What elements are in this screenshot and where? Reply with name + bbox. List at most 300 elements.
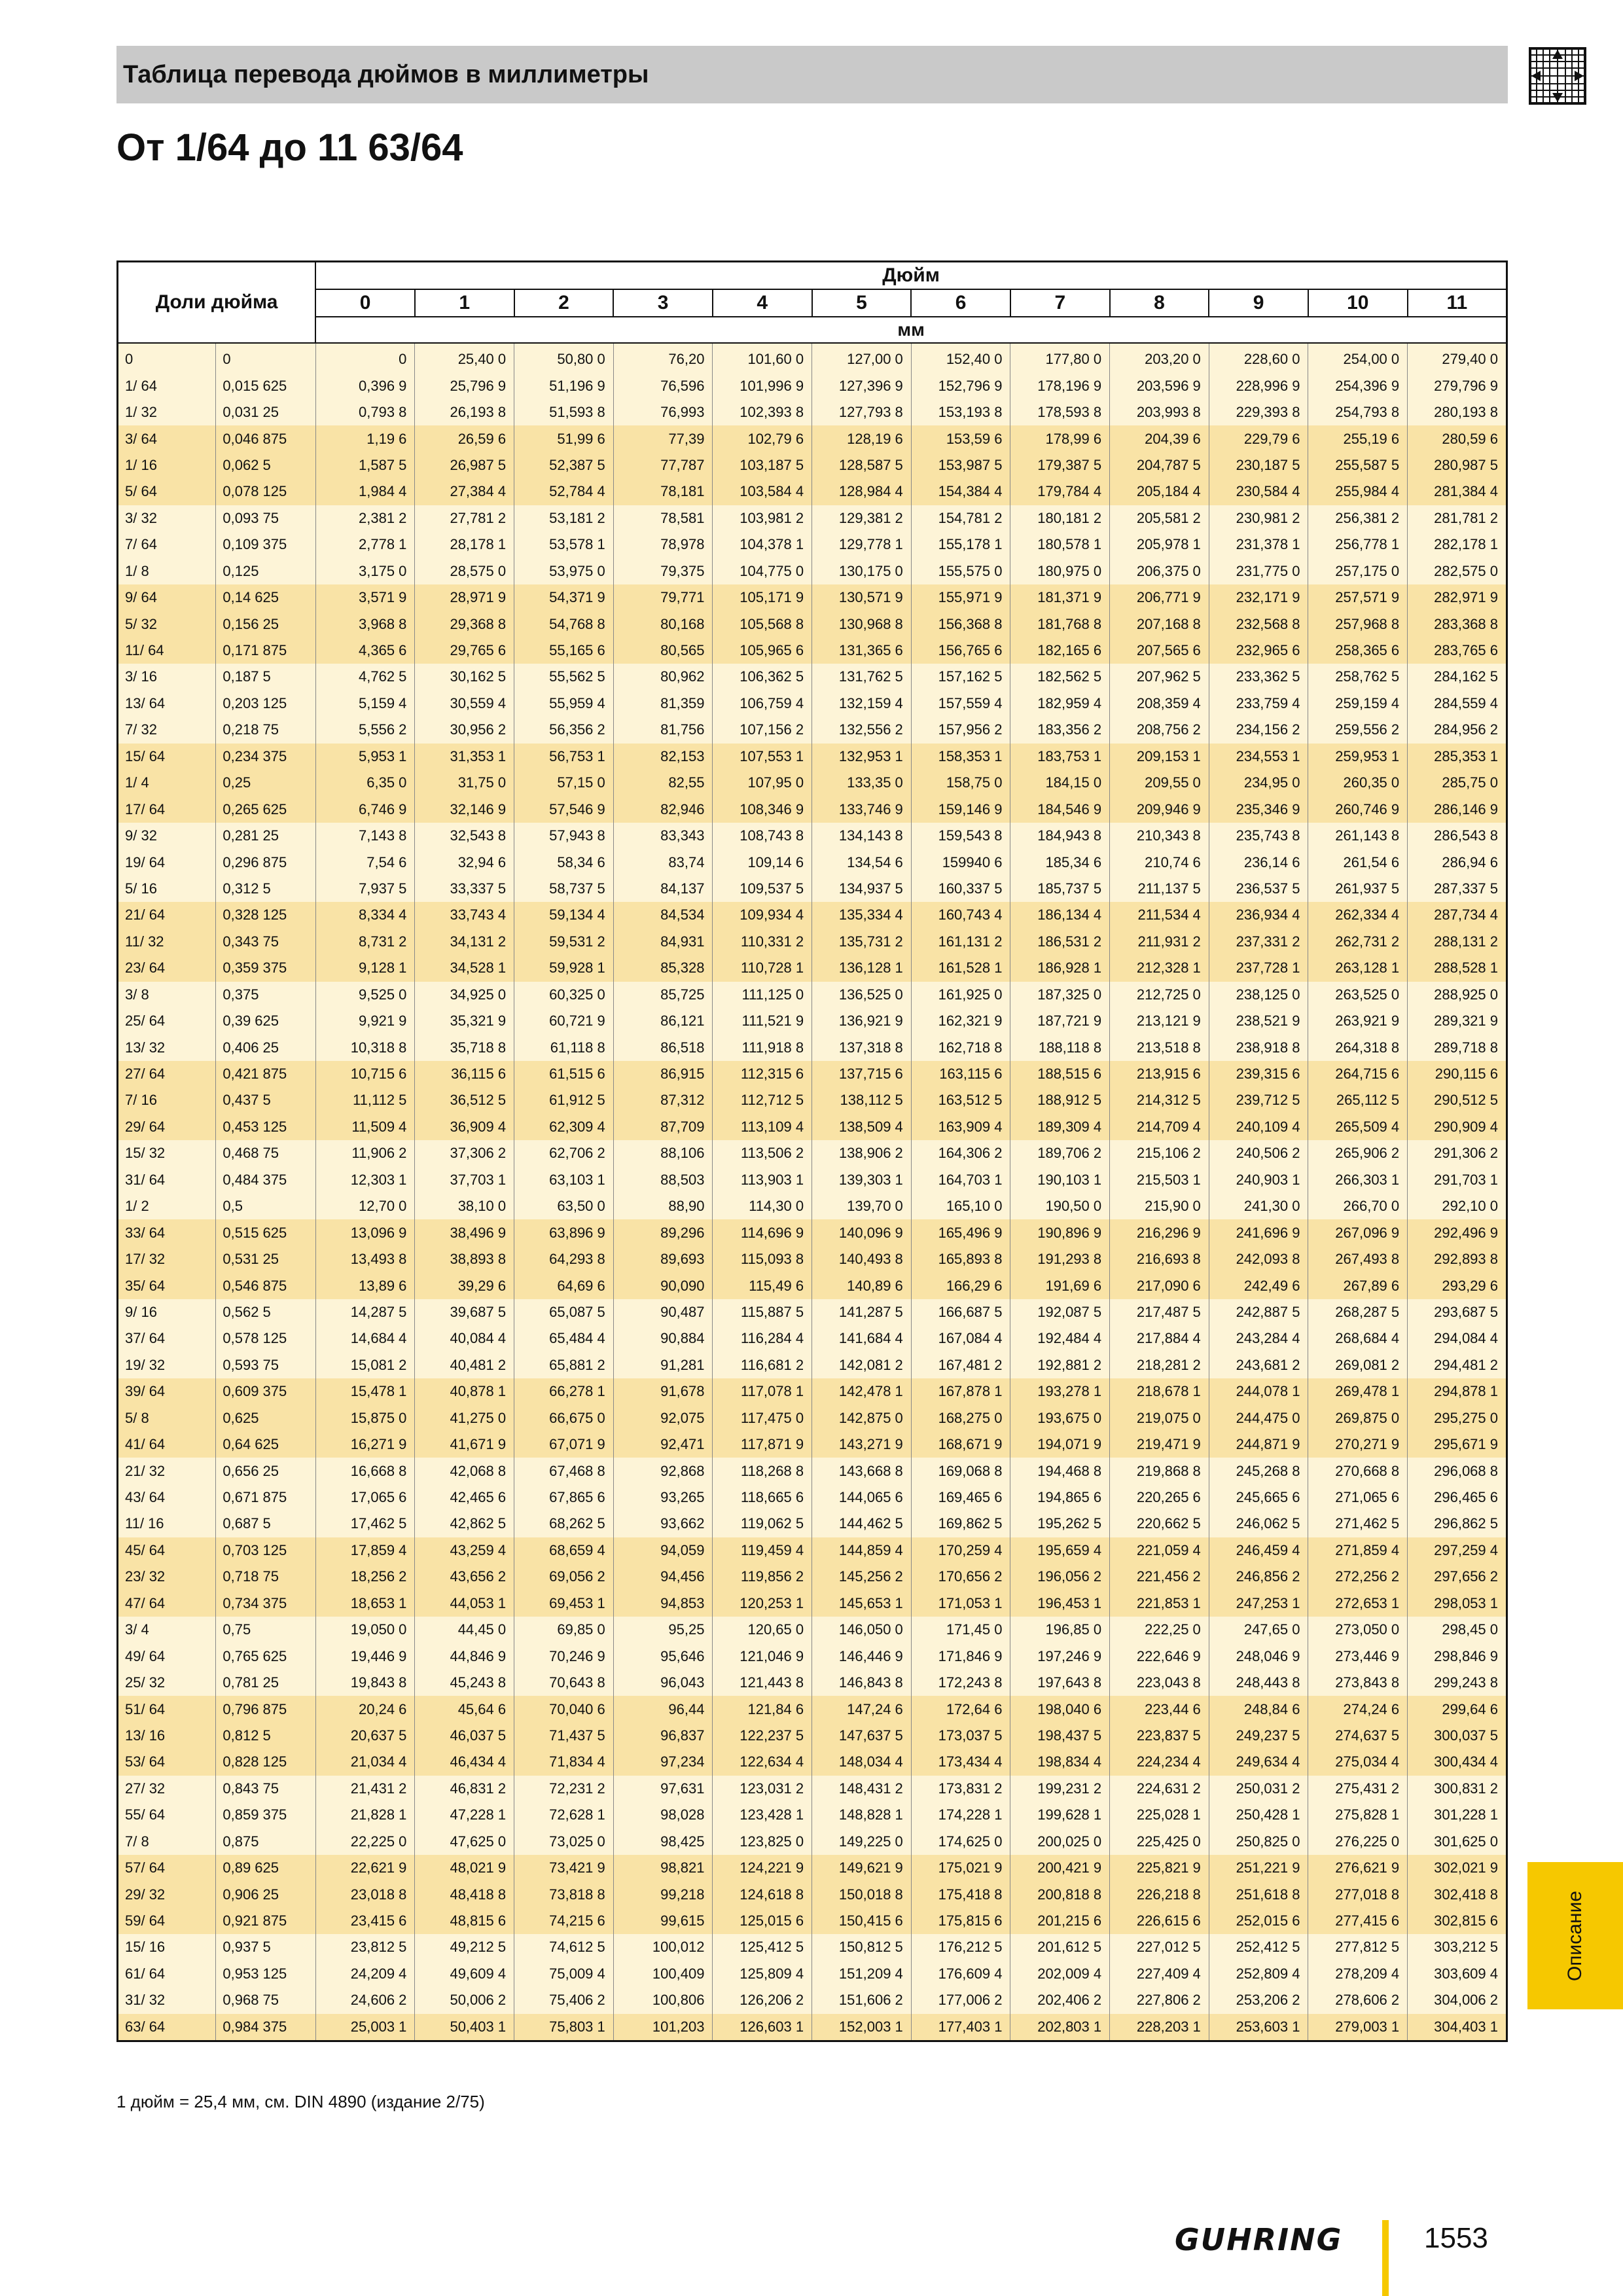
mm-cell: 222,25 0 — [1110, 1617, 1209, 1643]
table-row — [118, 1908, 1507, 1934]
fraction-cell: 1/ 2 — [118, 1193, 216, 1219]
mm-cell: 67,468 8 — [514, 1458, 614, 1484]
table-row — [118, 1325, 1507, 1352]
mm-cell: 232,965 6 — [1209, 637, 1308, 664]
mm-cell: 56,753 1 — [514, 744, 614, 770]
fraction-cell: 43/ 64 — [118, 1484, 216, 1511]
fraction-cell: 29/ 32 — [118, 1881, 216, 1907]
mm-cell: 16,271 9 — [315, 1431, 415, 1458]
mm-cell: 235,346 9 — [1209, 796, 1308, 822]
mm-cell: 230,187 5 — [1209, 452, 1308, 478]
mm-cell: 230,981 2 — [1209, 505, 1308, 531]
mm-cell: 58,34 6 — [514, 849, 614, 875]
mm-cell: 107,553 1 — [713, 744, 812, 770]
decimal-cell: 0,343 75 — [216, 929, 315, 955]
fraction-cell: 19/ 32 — [118, 1352, 216, 1378]
mm-cell: 38,10 0 — [415, 1193, 514, 1219]
mm-cell: 162,718 8 — [911, 1034, 1010, 1060]
mm-cell: 266,70 0 — [1308, 1193, 1408, 1219]
mm-cell: 233,759 4 — [1209, 691, 1308, 717]
mm-cell: 195,659 4 — [1010, 1537, 1110, 1564]
mm-cell: 76,993 — [613, 399, 713, 425]
decimal-cell: 0,765 625 — [216, 1643, 315, 1669]
mm-cell: 133,35 0 — [812, 770, 912, 796]
table-row — [118, 876, 1507, 902]
decimal-cell: 0,281 25 — [216, 823, 315, 849]
mm-cell: 217,884 4 — [1110, 1325, 1209, 1352]
mm-cell: 274,637 5 — [1308, 1723, 1408, 1749]
mm-cell: 74,215 6 — [514, 1908, 614, 1934]
mm-cell: 302,418 8 — [1408, 1881, 1507, 1907]
mm-cell: 44,45 0 — [415, 1617, 514, 1643]
mm-cell: 114,30 0 — [713, 1193, 812, 1219]
table-row — [118, 1193, 1507, 1219]
mm-cell: 249,634 4 — [1209, 1749, 1308, 1775]
mm-cell: 73,421 9 — [514, 1855, 614, 1881]
mm-cell: 56,356 2 — [514, 717, 614, 743]
mm-cell: 168,275 0 — [911, 1405, 1010, 1431]
mm-cell: 60,721 9 — [514, 1008, 614, 1034]
mm-cell: 38,496 9 — [415, 1219, 514, 1246]
mm-cell: 73,818 8 — [514, 1881, 614, 1907]
mm-cell: 140,493 8 — [812, 1246, 912, 1272]
mm-cell: 5,159 4 — [315, 691, 415, 717]
mm-cell: 248,443 8 — [1209, 1670, 1308, 1696]
mm-cell: 288,925 0 — [1408, 982, 1507, 1008]
mm-cell: 144,065 6 — [812, 1484, 912, 1511]
decimal-cell: 0,125 — [216, 558, 315, 584]
mm-cell: 173,037 5 — [911, 1723, 1010, 1749]
mm-cell: 279,40 0 — [1408, 343, 1507, 372]
mm-cell: 30,956 2 — [415, 717, 514, 743]
mm-cell: 301,228 1 — [1408, 1802, 1507, 1828]
mm-cell: 21,034 4 — [315, 1749, 415, 1775]
mm-cell: 135,731 2 — [812, 929, 912, 955]
mm-cell: 81,756 — [613, 717, 713, 743]
mm-cell: 134,143 8 — [812, 823, 912, 849]
mm-cell: 297,656 2 — [1408, 1564, 1507, 1590]
mm-cell: 119,062 5 — [713, 1511, 812, 1537]
table-row — [118, 1537, 1507, 1564]
mm-cell: 243,284 4 — [1209, 1325, 1308, 1352]
mm-cell: 245,665 6 — [1209, 1484, 1308, 1511]
mm-cell: 54,768 8 — [514, 611, 614, 637]
table-row — [118, 1590, 1507, 1617]
side-tab-description[interactable] — [1527, 1862, 1623, 2009]
mm-cell: 236,934 4 — [1209, 902, 1308, 928]
mm-cell: 265,112 5 — [1308, 1087, 1408, 1113]
mm-cell: 75,406 2 — [514, 1987, 614, 2013]
fraction-cell: 49/ 64 — [118, 1643, 216, 1669]
header-bar — [116, 46, 1508, 103]
fraction-cell: 3/ 64 — [118, 425, 216, 452]
mm-cell: 131,365 6 — [812, 637, 912, 664]
decimal-cell: 0,375 — [216, 982, 315, 1008]
mm-cell: 226,218 8 — [1110, 1881, 1209, 1907]
mm-cell: 55,959 4 — [514, 691, 614, 717]
mm-cell: 232,171 9 — [1209, 584, 1308, 611]
mm-cell: 121,84 6 — [713, 1696, 812, 1722]
mm-cell: 202,803 1 — [1010, 2014, 1110, 2041]
table-row — [118, 929, 1507, 955]
mm-cell: 189,706 2 — [1010, 1140, 1110, 1166]
mm-cell: 164,306 2 — [911, 1140, 1010, 1166]
mm-cell: 228,60 0 — [1209, 343, 1308, 372]
mm-cell: 54,371 9 — [514, 584, 614, 611]
mm-cell: 146,843 8 — [812, 1670, 912, 1696]
table-row — [118, 744, 1507, 770]
mm-cell: 38,893 8 — [415, 1246, 514, 1272]
mm-cell: 246,856 2 — [1209, 1564, 1308, 1590]
mm-cell: 233,362 5 — [1209, 664, 1308, 690]
mm-cell: 229,393 8 — [1209, 399, 1308, 425]
mm-cell: 270,271 9 — [1308, 1431, 1408, 1458]
fraction-cell: 1/ 8 — [118, 558, 216, 584]
mm-cell: 101,203 — [613, 2014, 713, 2041]
mm-cell: 255,984 4 — [1308, 478, 1408, 505]
mm-cell: 133,746 9 — [812, 796, 912, 822]
table-row — [118, 1776, 1507, 1802]
mm-cell: 128,984 4 — [812, 478, 912, 505]
mm-cell: 69,056 2 — [514, 1564, 614, 1590]
table-row — [118, 425, 1507, 452]
mm-cell: 34,131 2 — [415, 929, 514, 955]
mm-cell: 47,625 0 — [415, 1829, 514, 1855]
mm-cell: 293,687 5 — [1408, 1299, 1507, 1325]
mm-cell: 101,996 9 — [713, 372, 812, 399]
mm-cell: 200,818 8 — [1010, 1881, 1110, 1907]
fraction-cell: 5/ 8 — [118, 1405, 216, 1431]
mm-cell: 13,89 6 — [315, 1272, 415, 1299]
mm-cell: 271,859 4 — [1308, 1537, 1408, 1564]
mm-cell: 118,268 8 — [713, 1458, 812, 1484]
mm-cell: 62,309 4 — [514, 1114, 614, 1140]
mm-cell: 191,69 6 — [1010, 1272, 1110, 1299]
table-body — [118, 343, 1507, 2041]
mm-cell: 255,19 6 — [1308, 425, 1408, 452]
table-row — [118, 770, 1507, 796]
mm-cell: 257,968 8 — [1308, 611, 1408, 637]
conversion-table-wrapper — [116, 260, 1508, 2042]
mm-cell: 52,387 5 — [514, 452, 614, 478]
decimal-cell: 0,671 875 — [216, 1484, 315, 1511]
mm-cell: 250,031 2 — [1209, 1776, 1308, 1802]
mm-cell: 111,125 0 — [713, 982, 812, 1008]
logo-text: GUHRING — [1175, 2222, 1343, 2257]
mm-cell: 275,431 2 — [1308, 1776, 1408, 1802]
fraction-cell: 51/ 64 — [118, 1696, 216, 1722]
fraction-cell: 37/ 64 — [118, 1325, 216, 1352]
mm-cell: 52,784 4 — [514, 478, 614, 505]
mm-cell: 284,559 4 — [1408, 691, 1507, 717]
mm-cell: 193,675 0 — [1010, 1405, 1110, 1431]
mm-cell: 120,253 1 — [713, 1590, 812, 1617]
mm-cell: 23,812 5 — [315, 1934, 415, 1960]
decimal-cell: 0,734 375 — [216, 1590, 315, 1617]
mm-cell: 86,121 — [613, 1008, 713, 1034]
mm-cell: 253,603 1 — [1209, 2014, 1308, 2041]
mm-cell: 50,403 1 — [415, 2014, 514, 2041]
mm-cell: 227,012 5 — [1110, 1934, 1209, 1960]
mm-cell: 121,443 8 — [713, 1670, 812, 1696]
mm-cell: 31,353 1 — [415, 744, 514, 770]
mm-cell: 92,868 — [613, 1458, 713, 1484]
mm-cell: 153,193 8 — [911, 399, 1010, 425]
mm-cell: 299,243 8 — [1408, 1670, 1507, 1696]
mm-cell: 27,781 2 — [415, 505, 514, 531]
fraction-cell: 3/ 32 — [118, 505, 216, 531]
mm-cell: 190,103 1 — [1010, 1167, 1110, 1193]
mm-cell: 198,437 5 — [1010, 1723, 1110, 1749]
mm-cell: 138,112 5 — [812, 1087, 912, 1113]
table-row — [118, 1458, 1507, 1484]
mm-cell: 105,171 9 — [713, 584, 812, 611]
mm-cell: 62,706 2 — [514, 1140, 614, 1166]
mm-cell: 80,565 — [613, 637, 713, 664]
fraction-cell: 7/ 8 — [118, 1829, 216, 1855]
mm-cell: 45,64 6 — [415, 1696, 514, 1722]
mm-cell: 74,612 5 — [514, 1934, 614, 1960]
mm-cell: 132,556 2 — [812, 717, 912, 743]
inch-column-header: 3 — [613, 289, 713, 317]
mm-cell: 36,512 5 — [415, 1087, 514, 1113]
mm-cell: 152,796 9 — [911, 372, 1010, 399]
mm-cell: 262,731 2 — [1308, 929, 1408, 955]
inch-header: Дюйм — [315, 262, 1507, 290]
mm-cell: 145,256 2 — [812, 1564, 912, 1590]
mm-cell: 158,353 1 — [911, 744, 1010, 770]
mm-cell: 117,078 1 — [713, 1378, 812, 1405]
mm-cell: 281,781 2 — [1408, 505, 1507, 531]
mm-cell: 157,559 4 — [911, 691, 1010, 717]
mm-cell: 300,037 5 — [1408, 1723, 1507, 1749]
mm-cell: 260,746 9 — [1308, 796, 1408, 822]
mm-cell: 280,59 6 — [1408, 425, 1507, 452]
mm-cell: 292,893 8 — [1408, 1246, 1507, 1272]
mm-cell: 232,568 8 — [1209, 611, 1308, 637]
mm-cell: 59,928 1 — [514, 955, 614, 981]
table-row — [118, 717, 1507, 743]
mm-cell: 111,918 8 — [713, 1034, 812, 1060]
mm-cell: 22,225 0 — [315, 1829, 415, 1855]
mm-cell: 242,093 8 — [1209, 1246, 1308, 1272]
fraction-cell: 45/ 64 — [118, 1537, 216, 1564]
fraction-cell: 13/ 64 — [118, 691, 216, 717]
mm-cell: 150,415 6 — [812, 1908, 912, 1934]
mm-cell: 90,487 — [613, 1299, 713, 1325]
conversion-table — [116, 260, 1508, 2042]
mm-cell: 184,943 8 — [1010, 823, 1110, 849]
mm-cell: 64,69 6 — [514, 1272, 614, 1299]
mm-cell: 19,843 8 — [315, 1670, 415, 1696]
mm-cell: 171,45 0 — [911, 1617, 1010, 1643]
fraction-cell: 21/ 32 — [118, 1458, 216, 1484]
mm-cell: 241,696 9 — [1209, 1219, 1308, 1246]
mm-cell: 136,921 9 — [812, 1008, 912, 1034]
mm-cell: 185,737 5 — [1010, 876, 1110, 902]
mm-cell: 234,553 1 — [1209, 744, 1308, 770]
mm-cell: 95,25 — [613, 1617, 713, 1643]
mm-cell: 301,625 0 — [1408, 1829, 1507, 1855]
mm-cell: 296,862 5 — [1408, 1511, 1507, 1537]
fraction-cell: 29/ 64 — [118, 1114, 216, 1140]
mm-cell: 105,965 6 — [713, 637, 812, 664]
mm-cell: 200,025 0 — [1010, 1829, 1110, 1855]
decimal-cell: 0,203 125 — [216, 691, 315, 717]
mm-cell: 39,29 6 — [415, 1272, 514, 1299]
table-row — [118, 1670, 1507, 1696]
mm-cell: 60,325 0 — [514, 982, 614, 1008]
mm-cell: 14,684 4 — [315, 1325, 415, 1352]
mm-cell: 70,040 6 — [514, 1696, 614, 1722]
mm-cell: 206,771 9 — [1110, 584, 1209, 611]
mm-cell: 197,643 8 — [1010, 1670, 1110, 1696]
mm-cell: 160,337 5 — [911, 876, 1010, 902]
fraction-cell: 15/ 16 — [118, 1934, 216, 1960]
mm-cell: 18,256 2 — [315, 1564, 415, 1590]
mm-cell: 199,628 1 — [1010, 1802, 1110, 1828]
mm-cell: 179,387 5 — [1010, 452, 1110, 478]
mm-cell: 251,618 8 — [1209, 1881, 1308, 1907]
mm-cell: 197,246 9 — [1010, 1643, 1110, 1669]
mm-cell: 203,596 9 — [1110, 372, 1209, 399]
mm-cell: 75,803 1 — [514, 2014, 614, 2041]
mm-cell: 237,331 2 — [1209, 929, 1308, 955]
decimal-cell: 0,859 375 — [216, 1802, 315, 1828]
table-row — [118, 1617, 1507, 1643]
mm-cell: 113,109 4 — [713, 1114, 812, 1140]
mm-cell: 8,731 2 — [315, 929, 415, 955]
footnote: 1 дюйм = 25,4 мм, см. DIN 4890 (издание 2/75) — [116, 2092, 485, 2111]
mm-cell: 102,393 8 — [713, 399, 812, 425]
decimal-cell: 0,64 625 — [216, 1431, 315, 1458]
mm-cell: 165,893 8 — [911, 1246, 1010, 1272]
mm-cell: 24,606 2 — [315, 1987, 415, 2013]
fraction-cell: 35/ 64 — [118, 1272, 216, 1299]
mm-cell: 32,543 8 — [415, 823, 514, 849]
mm-cell: 4,762 5 — [315, 664, 415, 690]
mm-cell: 9,128 1 — [315, 955, 415, 981]
fraction-cell: 3/ 8 — [118, 982, 216, 1008]
mm-cell: 246,459 4 — [1209, 1537, 1308, 1564]
mm-cell: 29,765 6 — [415, 637, 514, 664]
mm-cell: 211,137 5 — [1110, 876, 1209, 902]
mm-cell: 176,212 5 — [911, 1934, 1010, 1960]
mm-cell: 136,128 1 — [812, 955, 912, 981]
mm-cell: 91,281 — [613, 1352, 713, 1378]
mm-cell: 234,156 2 — [1209, 717, 1308, 743]
mm-cell: 287,734 4 — [1408, 902, 1507, 928]
mm-cell: 221,456 2 — [1110, 1564, 1209, 1590]
inch-column-header: 6 — [911, 289, 1010, 317]
decimal-cell: 0,546 875 — [216, 1272, 315, 1299]
table-row — [118, 1299, 1507, 1325]
mm-cell: 53,975 0 — [514, 558, 614, 584]
mm-cell: 296,068 8 — [1408, 1458, 1507, 1484]
mm-cell: 177,80 0 — [1010, 343, 1110, 372]
mm-cell: 92,471 — [613, 1431, 713, 1458]
mm-cell: 20,637 5 — [315, 1723, 415, 1749]
mm-cell: 181,371 9 — [1010, 584, 1110, 611]
mm-cell: 163,115 6 — [911, 1061, 1010, 1087]
fraction-cell: 59/ 64 — [118, 1908, 216, 1934]
mm-cell: 150,812 5 — [812, 1934, 912, 1960]
fraction-cell: 47/ 64 — [118, 1590, 216, 1617]
mm-cell: 200,421 9 — [1010, 1855, 1110, 1881]
mm-cell: 8,334 4 — [315, 902, 415, 928]
mm-cell: 278,209 4 — [1308, 1961, 1408, 1987]
decimal-cell: 0 — [216, 343, 315, 372]
mm-cell: 202,406 2 — [1010, 1987, 1110, 2013]
mm-cell: 96,44 — [613, 1696, 713, 1722]
mm-cell: 225,028 1 — [1110, 1802, 1209, 1828]
mm-cell: 290,512 5 — [1408, 1087, 1507, 1113]
decimal-cell: 0,187 5 — [216, 664, 315, 690]
mm-cell: 284,956 2 — [1408, 717, 1507, 743]
mm-cell: 30,559 4 — [415, 691, 514, 717]
mm-cell: 292,496 9 — [1408, 1219, 1507, 1246]
table-row — [118, 1696, 1507, 1722]
mm-cell: 266,303 1 — [1308, 1167, 1408, 1193]
mm-cell: 125,015 6 — [713, 1908, 812, 1934]
mm-cell: 155,575 0 — [911, 558, 1010, 584]
decimal-cell: 0,14 625 — [216, 584, 315, 611]
mm-cell: 290,115 6 — [1408, 1061, 1507, 1087]
decimal-cell: 0,953 125 — [216, 1961, 315, 1987]
mm-cell: 276,621 9 — [1308, 1855, 1408, 1881]
mm-cell: 26,987 5 — [415, 452, 514, 478]
mm-cell: 77,787 — [613, 452, 713, 478]
mm-cell: 59,134 4 — [514, 902, 614, 928]
mm-cell: 119,856 2 — [713, 1564, 812, 1590]
mm-cell: 106,362 5 — [713, 664, 812, 690]
mm-cell: 132,159 4 — [812, 691, 912, 717]
mm-cell: 97,234 — [613, 1749, 713, 1775]
mm-cell: 298,053 1 — [1408, 1590, 1507, 1617]
mm-cell: 148,034 4 — [812, 1749, 912, 1775]
mm-cell: 61,912 5 — [514, 1087, 614, 1113]
mm-cell: 93,265 — [613, 1484, 713, 1511]
mm-cell: 191,293 8 — [1010, 1246, 1110, 1272]
mm-cell: 167,084 4 — [911, 1325, 1010, 1352]
mm-cell: 137,318 8 — [812, 1034, 912, 1060]
mm-cell: 110,728 1 — [713, 955, 812, 981]
mm-cell: 204,787 5 — [1110, 452, 1209, 478]
mm-cell: 105,568 8 — [713, 611, 812, 637]
mm-cell: 181,768 8 — [1010, 611, 1110, 637]
mm-cell: 198,040 6 — [1010, 1696, 1110, 1722]
mm-cell: 217,487 5 — [1110, 1299, 1209, 1325]
mm-cell: 155,971 9 — [911, 584, 1010, 611]
mm-cell: 13,096 9 — [315, 1219, 415, 1246]
fraction-cell: 25/ 32 — [118, 1670, 216, 1696]
mm-cell: 194,468 8 — [1010, 1458, 1110, 1484]
mm-cell: 41,275 0 — [415, 1405, 514, 1431]
fraction-cell: 7/ 16 — [118, 1087, 216, 1113]
mm-cell: 100,806 — [613, 1987, 713, 2013]
mm-cell: 172,64 6 — [911, 1696, 1010, 1722]
mm-cell: 285,353 1 — [1408, 744, 1507, 770]
mm-cell: 143,668 8 — [812, 1458, 912, 1484]
mm-cell: 168,671 9 — [911, 1431, 1010, 1458]
mm-cell: 90,090 — [613, 1272, 713, 1299]
mm-cell: 76,596 — [613, 372, 713, 399]
table-row — [118, 1881, 1507, 1907]
mm-cell: 209,946 9 — [1110, 796, 1209, 822]
decimal-cell: 0,015 625 — [216, 372, 315, 399]
mm-cell: 183,356 2 — [1010, 717, 1110, 743]
mm-cell: 6,746 9 — [315, 796, 415, 822]
